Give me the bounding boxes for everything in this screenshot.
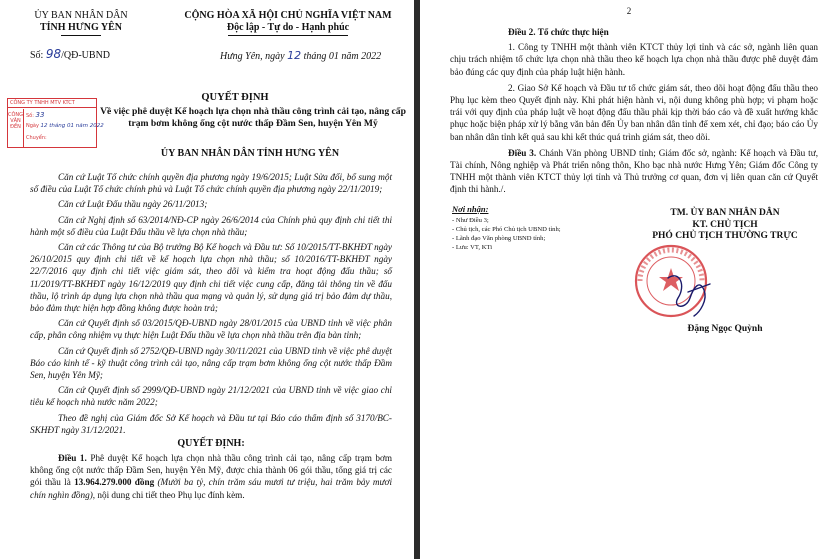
basis-paragraph-3: Căn cứ Nghị định số 63/2014/NĐ-CP ngày 26/6/2014 của Chính phủ quy định chi tiết thi hành một số điều của Luật Đấu thầu về lựa chọn nhà thầu;	[30, 214, 392, 237]
recipient-3: - Lãnh đạo Văn phòng UBND tỉnh;	[452, 235, 546, 242]
motto-underline	[228, 35, 348, 36]
recipient-1: - Như Điều 3;	[452, 217, 489, 224]
issuer-underline	[61, 35, 101, 36]
signature-icon	[660, 268, 720, 320]
article-1	[30, 452, 392, 501]
stamp-so-value: 33	[35, 111, 45, 119]
stamp-so-row	[26, 111, 44, 119]
country-line-1: CỘNG HÒA XÃ HỘI CHỦ NGHĨA VIỆT NAM	[184, 10, 392, 21]
received-stamp	[7, 98, 104, 148]
basis-paragraph-8: Theo đề nghị của Giám đốc Sở Kế hoạch và Đầu tư tại Báo cáo thẩm định số 3170/BC-SKHĐT ngày 31/12/2021.	[30, 412, 392, 435]
issuer-block	[6, 10, 156, 36]
stamp-date-row	[26, 123, 104, 129]
document-page-1	[0, 0, 414, 559]
document-number	[30, 48, 110, 62]
recipients-title: Nơi nhận:	[452, 204, 489, 214]
issuer-line-2: TỈNH HƯNG YÊN	[39, 22, 123, 33]
basis-paragraph-4: Căn cứ các Thông tư của Bộ trưởng Bộ Kế hoạch và Đầu tư: Số 10/2015/TT-BKHĐT ngày 26/10/2015 quy định chi tiết về kế hoạch lựa chọn nhà thầu; số 10/2016/TT-BKHĐT ngày 22/7/2016 quy định chi tiết việc giám sát, theo dõi và kiểm tra hoạt động đấu thầu; số 11/2019/TT-BKHĐT ngày 16/12/2019 quy định chi tiết việc cung cấp, đăng tải thông tin về đấu thầu, lộ trình áp dụng lựa chọn nhà thầu qua mạng và quản lý, sử dụng giá trị bảo đảm dự thầu, bảo đảm thực hiện hợp đồng không được hoàn trả;	[30, 242, 392, 314]
national-header	[168, 10, 408, 36]
subject-line-1: Về việc phê duyệt Kế hoạch lựa chọn nhà thầu công trình cải tạo, nâng cấp	[100, 106, 406, 117]
article-3	[450, 147, 818, 196]
signer-name: Đặng Ngọc Quỳnh	[687, 324, 763, 334]
article-1-text-b: , nội dung chi tiết theo Phụ lục đính kèm.	[92, 489, 245, 500]
page-number: 2	[626, 6, 632, 16]
article-3-label: Điều 3.	[508, 147, 537, 158]
doc-no-label: Số:	[30, 50, 44, 61]
recipient-2: - Chủ tịch, các Phó Chủ tịch UBND tỉnh;	[452, 226, 561, 233]
article-1-words: (Mười ba tỷ, chín trăm sáu mươi tư triệu, hai trăm bảy mươi chín nghìn đồng)	[30, 477, 392, 500]
sign-line-2: KT. CHỦ TỊCH	[692, 219, 758, 230]
article-1-label: Điều 1.	[58, 453, 87, 464]
sign-line-1: TM. ỦY BAN NHÂN DÂN	[670, 208, 780, 218]
recipients-block	[452, 204, 602, 252]
legal-basis	[30, 171, 392, 501]
stamp-ngay-label: Ngày	[26, 123, 39, 129]
basis-paragraph-6: Căn cứ Quyết định số 2752/QĐ-UBND ngày 30/11/2021 của UBND tỉnh về việc phê duyệt Báo cáo kinh tế - kỹ thuật công trình cải tạo, nâng cấp trạm bơm không ống cột nước thấp Đầm Sen, huyện Yên Mỹ;	[30, 345, 392, 381]
date-day: 12	[287, 49, 302, 62]
stamp-den-label: CÔNG VĂN ĐẾN	[8, 109, 24, 147]
decision-heading: QUYẾT ĐỊNH:	[177, 438, 245, 450]
recipient-4: - Lưu: VT, KTi	[452, 244, 493, 251]
doc-no-value: 98	[45, 47, 62, 61]
article-2-heading: Điều 2. Tổ chức thực hiện	[508, 27, 609, 37]
sign-line-3: PHÓ CHỦ TỊCH THƯỜNG TRỰC	[652, 231, 798, 241]
basis-paragraph-5: Căn cứ Quyết định số 03/2015/QĐ-UBND ngày 28/01/2015 của UBND tỉnh về việc phân cấp, phân công nhiệm vụ thực hiện Luật Đấu thầu về lựa chọn nhà thầu trên địa bàn tỉnh;	[30, 318, 392, 341]
article-2-item-2: 2. Giao Sở Kế hoạch và Đầu tư tổ chức giám sát, theo dõi hoạt động đấu thầu theo Phụ lục kèm theo Quyết định này. Khi phát hiện hành vi, nội dung không phù hợp; vi phạm hoặc trái với quy định của pháp luật về hoạt động đấu thầu phải kịp thời báo cáo và đề xuất hướng khắc phục hoặc biện pháp xử lý bằng văn bản đến Ủy ban nhân dân tỉnh để xem xét, chỉ đạo; báo cáo Ủy ban nhân dân tỉnh kết quả sau khi kết thúc quá trình giám sát, theo dõi.	[450, 82, 818, 142]
subject-line-2: trạm bơm không ống cột nước thấp Đầm Sen, huyện Yên Mỹ	[128, 118, 378, 129]
signature-title	[620, 208, 830, 243]
articles-2-3	[450, 26, 818, 196]
document-type: QUYẾT ĐỊNH	[201, 92, 269, 103]
stamp-chuyen-label: Chuyển:	[26, 135, 47, 141]
stamp-so-label: Số:	[26, 113, 34, 119]
article-3-text: Chánh Văn phòng UBND tỉnh; Giám đốc sở, ngành: Kế hoạch và Đầu tư, Tài chính, Nông nghiệp và Phát triển nông thôn, Kho bạc nhà nước Hưng Yên; Giám đốc Công ty TNHH một thành viên KTCT thủy lợi tỉnh và Thủ trưởng cơ quan, đơn vị liên quan căn cứ Quyết định thi hành./.	[450, 147, 819, 195]
date-prefix: Hưng Yên, ngày	[220, 51, 285, 62]
stamp-company: CÔNG TY TNHH MTV KTCT	[8, 99, 96, 108]
document-page-2	[420, 0, 838, 559]
date-suffix: tháng 01 năm 2022	[303, 51, 382, 62]
stamp-ngay-value: 12 tháng 01 năm 2022	[40, 123, 104, 129]
issuing-authority: ỦY BAN NHÂN DÂN TỈNH HƯNG YÊN	[160, 148, 340, 159]
doc-no-suffix: /QĐ-UBND	[61, 50, 111, 61]
basis-paragraph-2: Căn cứ Luật Đấu thầu ngày 26/11/2013;	[58, 199, 208, 210]
article-1-amount: 13.964.279.000 đồng	[74, 477, 155, 488]
article-1-text-a: Phê duyệt Kế hoạch lựa chọn nhà thầu công trình cải tạo, nâng cấp trạm bơm không ống cột nước thấp Đầm Sen, huyện Yên Mỹ, được chia thành 06 gói thầu, tổng giá trị các gói thầu là	[30, 453, 393, 488]
article-2-item-1: 1. Công ty TNHH một thành viên KTCT thủy lợi tỉnh và các sở, ngành liên quan chịu trách nhiệm tổ chức lựa chọn nhà thầu theo kế hoạch lựa chọn nhà thầu được phê duyệt đảm bảo đúng các quy định của pháp luật hiện hành.	[450, 42, 818, 77]
issuer-line-1: ỦY BAN NHÂN DÂN	[34, 10, 128, 21]
basis-paragraph-7: Căn cứ Quyết định số 2999/QĐ-UBND ngày 21/12/2021 của UBND tỉnh về việc giao chỉ tiêu kế hoạch nhà nước năm 2022;	[30, 385, 392, 408]
country-line-2: Độc lập - Tự do - Hạnh phúc	[226, 22, 350, 33]
issue-date	[220, 50, 381, 63]
document-subject	[96, 106, 410, 130]
basis-paragraph-1: Căn cứ Luật Tổ chức chính quyền địa phương ngày 19/6/2015; Luật Sửa đổi, bổ sung một số điều của Luật Tổ chức chính phủ và Luật Tổ chức chính quyền địa phương ngày 22/11/2019;	[30, 172, 392, 195]
